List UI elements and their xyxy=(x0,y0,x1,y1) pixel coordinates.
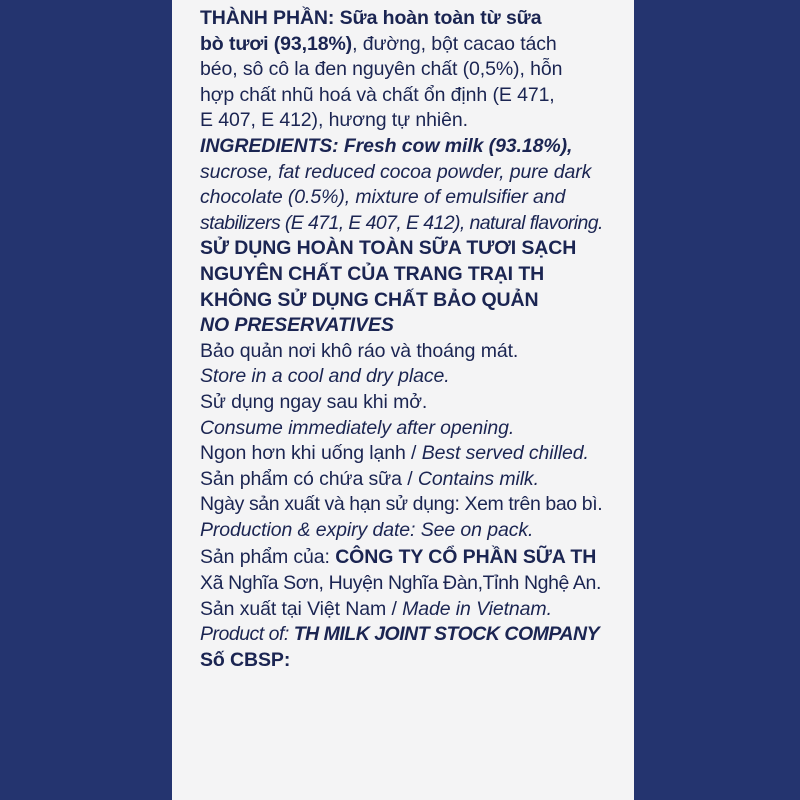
claims-section xyxy=(200,236,630,338)
usage-en: Consume immediately after opening. xyxy=(200,416,515,439)
dates-en: Production & expiry date: See on pack. xyxy=(200,518,534,541)
storage-en: Store in a cool and dry place. xyxy=(200,365,450,388)
ingredients-en-line4: stabilizers (E 471, E 407, E 412), natural flavoring. xyxy=(200,211,603,234)
serving-section xyxy=(200,441,630,467)
manufacturer-prefix-en: Product of: xyxy=(200,623,294,646)
ingredients-en-section xyxy=(200,134,630,236)
origin-vi: Sản xuất tại Việt Nam / xyxy=(200,597,403,620)
claim-line2: NGUYÊN CHẤT CỦA TRANG TRẠI TH xyxy=(200,262,545,285)
allergen-vi: Sản phẩm có chứa sữa / xyxy=(200,467,418,490)
ingredients-vi-line2: , đường, bột cacao tách xyxy=(352,32,557,55)
claim-no-preservatives: NO PRESERVATIVES xyxy=(200,314,394,337)
serving-en: Best served chilled. xyxy=(421,442,589,465)
claim-line1: SỬ DỤNG HOÀN TOÀN SỮA TƯƠI SẠCH xyxy=(200,237,577,260)
storage-vi: Bảo quản nơi khô ráo và thoáng mát. xyxy=(200,339,519,362)
storage-section xyxy=(200,339,630,390)
label-text xyxy=(200,6,630,673)
cbsp-label: Số CBSP: xyxy=(200,648,291,671)
ingredients-vi-line4: hợp chất nhũ hoá và chất ổn định (E 471, xyxy=(200,83,555,106)
left-blue-stripe xyxy=(0,0,172,800)
origin-en: Made in Vietnam. xyxy=(402,597,552,620)
allergen-section xyxy=(200,467,630,493)
usage-section xyxy=(200,390,630,441)
manufacturer-address: Xã Nghĩa Sơn, Huyện Nghĩa Đàn,Tỉnh Nghệ An. xyxy=(200,572,602,595)
dates-vi: Ngày sản xuất và hạn sử dụng: Xem trên bao bì. xyxy=(200,493,603,516)
manufacturer-section xyxy=(200,545,630,673)
ingredients-vi-label: THÀNH PHẦN: xyxy=(200,7,335,29)
right-blue-stripe xyxy=(634,0,800,800)
ingredients-vi-milk: bò tươi (93,18%) xyxy=(200,32,353,55)
ingredients-vi-line1: Sữa hoàn toàn từ sữa xyxy=(339,7,542,29)
manufacturer-company-vi: CÔNG TY CỔ PHẦN SỮA TH xyxy=(335,546,597,569)
ingredients-en-label: INGREDIENTS: Fresh cow milk (93.18%), xyxy=(200,134,573,157)
dates-section xyxy=(200,492,630,543)
usage-vi: Sử dụng ngay sau khi mở. xyxy=(200,390,428,413)
ingredients-en-line2: sucrose, fat reduced cocoa powder, pure dark xyxy=(200,160,592,183)
manufacturer-company-en: TH MILK JOINT STOCK COMPANY xyxy=(293,623,600,646)
claim-line3: KHÔNG SỬ DỤNG CHẤT BẢO QUẢN xyxy=(200,288,539,311)
ingredients-en-line3: chocolate (0.5%), mixture of emulsifier and xyxy=(200,186,566,209)
ingredients-vi-line5: E 407, E 412), hương tự nhiên. xyxy=(200,109,468,132)
allergen-en: Contains milk. xyxy=(417,467,539,490)
ingredients-vi-line3: béo, sô cô la đen nguyên chất (0,5%), hỗn xyxy=(200,58,563,81)
manufacturer-prefix-vi: Sản phẩm của: xyxy=(200,546,336,569)
ingredients-vi-section xyxy=(200,6,630,134)
serving-vi: Ngon hơn khi uống lạnh / xyxy=(200,442,422,465)
